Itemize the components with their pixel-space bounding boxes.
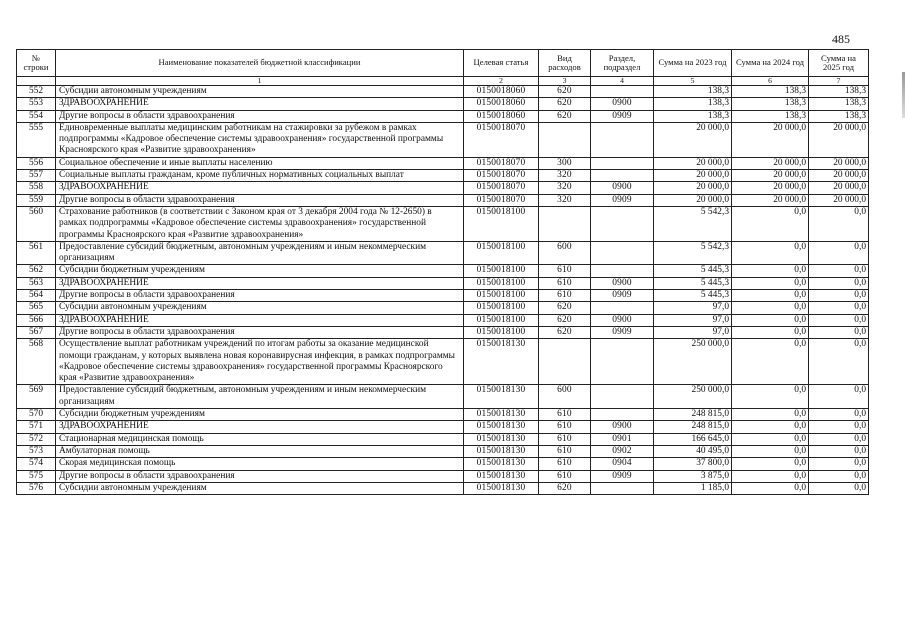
expense-kind-cell: 620: [539, 482, 591, 494]
name-cell: ЗДРАВООХРАНЕНИЕ: [56, 421, 464, 433]
table-row: [17, 458, 869, 470]
sum-2023-cell: 250 000,0: [654, 339, 732, 385]
expense-kind-cell: 320: [539, 194, 591, 206]
name-cell: Субсидии автономным учреждениям: [56, 86, 464, 98]
row-number-cell: 572: [17, 433, 56, 445]
target-cell: 0150018130: [464, 409, 539, 421]
row-number-cell: 563: [17, 277, 56, 289]
row-number-cell: 558: [17, 182, 56, 194]
section-cell: 0909: [591, 290, 654, 302]
sum-2024-cell: 138,3: [732, 86, 809, 98]
sum-2025-cell: 20 000,0: [809, 182, 869, 194]
sum-2025-cell: 20 000,0: [809, 122, 869, 157]
target-cell: 0150018070: [464, 194, 539, 206]
sum-2024-cell: 0,0: [732, 458, 809, 470]
table-row: [17, 265, 869, 277]
section-cell: 0909: [591, 326, 654, 338]
sum-2024-cell: 0,0: [732, 290, 809, 302]
table-row: [17, 290, 869, 302]
row-number-cell: 573: [17, 445, 56, 457]
expense-kind-cell: 610: [539, 277, 591, 289]
sum-2024-cell: 20 000,0: [732, 194, 809, 206]
name-cell: ЗДРАВООХРАНЕНИЕ: [56, 314, 464, 326]
table-body: [17, 86, 869, 495]
target-cell: 0150018130: [464, 445, 539, 457]
target-cell: 0150018060: [464, 86, 539, 98]
sum-2024-cell: 138,3: [732, 110, 809, 122]
sum-2023-cell: 5 445,3: [654, 277, 732, 289]
section-cell: [591, 157, 654, 169]
sum-2024-cell: 0,0: [732, 409, 809, 421]
name-cell: Другие вопросы в области здравоохранения: [56, 110, 464, 122]
row-number-cell: 565: [17, 302, 56, 314]
expense-kind-cell: 620: [539, 110, 591, 122]
sum-2024-cell: 0,0: [732, 277, 809, 289]
sum-2024-cell: 20 000,0: [732, 122, 809, 157]
sum-2023-cell: 138,3: [654, 110, 732, 122]
sum-2023-cell: 20 000,0: [654, 170, 732, 182]
target-cell: 0150018100: [464, 241, 539, 265]
sum-2024-cell: 0,0: [732, 470, 809, 482]
budget-table: [16, 49, 869, 495]
target-cell: 0150018130: [464, 470, 539, 482]
expense-kind-cell: 600: [539, 385, 591, 409]
sum-2025-cell: 0,0: [809, 409, 869, 421]
name-cell: Субсидии автономным учреждениям: [56, 302, 464, 314]
sum-2024-cell: 0,0: [732, 314, 809, 326]
table-row: [17, 421, 869, 433]
name-cell: ЗДРАВООХРАНЕНИЕ: [56, 277, 464, 289]
expense-kind-cell: 620: [539, 302, 591, 314]
section-cell: [591, 86, 654, 98]
table-row: [17, 482, 869, 494]
table-row: [17, 470, 869, 482]
table-row: [17, 385, 869, 409]
section-cell: 0909: [591, 194, 654, 206]
section-cell: [591, 385, 654, 409]
table-row: [17, 339, 869, 385]
name-cell: Субсидии бюджетным учреждениям: [56, 409, 464, 421]
table-row: [17, 157, 869, 169]
target-cell: 0150018070: [464, 182, 539, 194]
target-cell: 0150018130: [464, 433, 539, 445]
table-row: [17, 409, 869, 421]
target-cell: 0150018070: [464, 170, 539, 182]
sum-2024-cell: 0,0: [732, 339, 809, 385]
sum-2025-cell: 0,0: [809, 421, 869, 433]
section-cell: 0900: [591, 277, 654, 289]
row-number-cell: 552: [17, 86, 56, 98]
row-number-cell: 564: [17, 290, 56, 302]
section-cell: 0909: [591, 110, 654, 122]
sum-2023-cell: 5 445,3: [654, 290, 732, 302]
table-row: [17, 277, 869, 289]
sum-2025-cell: 138,3: [809, 110, 869, 122]
table-row: [17, 433, 869, 445]
sum-2025-cell: 0,0: [809, 277, 869, 289]
sum-2025-cell: 0,0: [809, 385, 869, 409]
row-number-cell: 575: [17, 470, 56, 482]
sum-2023-cell: 20 000,0: [654, 194, 732, 206]
section-cell: 0902: [591, 445, 654, 457]
header-name: Наименование показателей бюджетной классификации: [56, 50, 464, 77]
sum-2025-cell: 0,0: [809, 458, 869, 470]
sum-2023-cell: 37 800,0: [654, 458, 732, 470]
sum-2025-cell: 0,0: [809, 433, 869, 445]
sum-2024-cell: 0,0: [732, 302, 809, 314]
sum-2023-cell: 20 000,0: [654, 122, 732, 157]
expense-kind-cell: 610: [539, 433, 591, 445]
name-cell: ЗДРАВООХРАНЕНИЕ: [56, 182, 464, 194]
target-cell: 0150018070: [464, 122, 539, 157]
sum-2024-cell: 0,0: [732, 482, 809, 494]
header-sum-2023: Сумма на 2023 год: [654, 50, 732, 77]
sum-2023-cell: 248 815,0: [654, 421, 732, 433]
section-cell: 0900: [591, 314, 654, 326]
sum-2025-cell: 0,0: [809, 290, 869, 302]
expense-kind-cell: 610: [539, 445, 591, 457]
row-number-cell: 554: [17, 110, 56, 122]
expense-kind-cell: 610: [539, 265, 591, 277]
sum-2025-cell: 0,0: [809, 314, 869, 326]
sum-2025-cell: 0,0: [809, 470, 869, 482]
column-number: 3: [539, 77, 591, 86]
sum-2024-cell: 0,0: [732, 206, 809, 241]
sum-2023-cell: 138,3: [654, 98, 732, 110]
row-number-cell: 576: [17, 482, 56, 494]
sum-2023-cell: 3 875,0: [654, 470, 732, 482]
target-cell: 0150018100: [464, 206, 539, 241]
target-cell: 0150018100: [464, 290, 539, 302]
column-number: 5: [654, 77, 732, 86]
sum-2025-cell: 0,0: [809, 482, 869, 494]
row-number-cell: 567: [17, 326, 56, 338]
sum-2024-cell: 0,0: [732, 421, 809, 433]
sum-2023-cell: 250 000,0: [654, 385, 732, 409]
sum-2025-cell: 0,0: [809, 445, 869, 457]
table-row: [17, 241, 869, 265]
target-cell: 0150018060: [464, 98, 539, 110]
expense-kind-cell: [539, 339, 591, 385]
expense-kind-cell: 610: [539, 409, 591, 421]
name-cell: Стационарная медицинская помощь: [56, 433, 464, 445]
name-cell: Социальное обеспечение и иные выплаты населению: [56, 157, 464, 169]
name-cell: Единовременные выплаты медицинским работникам на стажировки за рубежом в рамках подпрограммы «Кадровое обеспечение системы здравоохранения» государственной программы Красноярского края «Развитие здравоохранения»: [56, 122, 464, 157]
column-number: [17, 77, 56, 86]
sum-2024-cell: 0,0: [732, 241, 809, 265]
sum-2025-cell: 0,0: [809, 326, 869, 338]
section-cell: 0904: [591, 458, 654, 470]
header-target: Целевая статья: [464, 50, 539, 77]
expense-kind-cell: 620: [539, 314, 591, 326]
target-cell: 0150018100: [464, 265, 539, 277]
sum-2025-cell: 20 000,0: [809, 157, 869, 169]
sum-2024-cell: 20 000,0: [732, 157, 809, 169]
sum-2024-cell: 0,0: [732, 433, 809, 445]
table-row: [17, 194, 869, 206]
target-cell: 0150018130: [464, 385, 539, 409]
target-cell: 0150018060: [464, 110, 539, 122]
target-cell: 0150018130: [464, 339, 539, 385]
section-cell: [591, 170, 654, 182]
sum-2023-cell: 5 445,3: [654, 265, 732, 277]
sum-2023-cell: 97,0: [654, 326, 732, 338]
name-cell: Другие вопросы в области здравоохранения: [56, 194, 464, 206]
target-cell: 0150018130: [464, 458, 539, 470]
expense-kind-cell: 620: [539, 326, 591, 338]
table-row: [17, 302, 869, 314]
sum-2025-cell: 0,0: [809, 265, 869, 277]
table-row: [17, 326, 869, 338]
row-number-cell: 556: [17, 157, 56, 169]
column-number: 2: [464, 77, 539, 86]
sum-2025-cell: 0,0: [809, 339, 869, 385]
table-row: [17, 314, 869, 326]
sum-2023-cell: 138,3: [654, 86, 732, 98]
name-cell: Амбулаторная помощь: [56, 445, 464, 457]
sum-2023-cell: 248 815,0: [654, 409, 732, 421]
target-cell: 0150018130: [464, 482, 539, 494]
sum-2024-cell: 138,3: [732, 98, 809, 110]
name-cell: Страхование работников (в соответствии с Законом края от 3 декабря 2004 года № 12-2650) в рамках подпрограммы «Кадровое обеспечение системы здравоохранения» государственной программы Красноярского края «Развитие здравоохранения»: [56, 206, 464, 241]
name-cell: Другие вопросы в области здравоохранения: [56, 290, 464, 302]
section-cell: 0900: [591, 421, 654, 433]
sum-2025-cell: 138,3: [809, 98, 869, 110]
sum-2024-cell: 20 000,0: [732, 170, 809, 182]
sum-2025-cell: 0,0: [809, 241, 869, 265]
table-row: [17, 445, 869, 457]
expense-kind-cell: 620: [539, 86, 591, 98]
sum-2023-cell: 166 645,0: [654, 433, 732, 445]
sum-2023-cell: 40 495,0: [654, 445, 732, 457]
target-cell: 0150018100: [464, 326, 539, 338]
header-row-number: № строки: [17, 50, 56, 77]
column-number: 1: [56, 77, 464, 86]
section-cell: [591, 241, 654, 265]
section-cell: [591, 339, 654, 385]
row-number-cell: 555: [17, 122, 56, 157]
name-cell: Осуществление выплат работникам учреждений по итогам работы за оказание медицинской помощи гражданам, у которых выявлена новая коронавирусная инфекция, в рамках подпрограммы «Кадровое обеспечение системы здравоохранения» государственной программы Красноярского края «Развитие здравоохранения»: [56, 339, 464, 385]
table-row: [17, 122, 869, 157]
sum-2023-cell: 5 542,3: [654, 206, 732, 241]
target-cell: 0150018100: [464, 277, 539, 289]
target-cell: 0150018130: [464, 421, 539, 433]
sum-2024-cell: 0,0: [732, 445, 809, 457]
sum-2023-cell: 20 000,0: [654, 157, 732, 169]
page-number: 485: [832, 32, 850, 46]
sum-2025-cell: 0,0: [809, 302, 869, 314]
expense-kind-cell: 610: [539, 458, 591, 470]
row-number-cell: 553: [17, 98, 56, 110]
section-cell: [591, 265, 654, 277]
sum-2024-cell: 20 000,0: [732, 182, 809, 194]
row-number-cell: 559: [17, 194, 56, 206]
name-cell: Другие вопросы в области здравоохранения: [56, 326, 464, 338]
sum-2023-cell: 97,0: [654, 314, 732, 326]
header-section: Раздел, подраздел: [591, 50, 654, 77]
sum-2023-cell: 97,0: [654, 302, 732, 314]
table-row: [17, 86, 869, 98]
name-cell: Предоставление субсидий бюджетным, автономным учреждениям и иным некоммерческим организациям: [56, 385, 464, 409]
table-row: [17, 98, 869, 110]
section-cell: [591, 122, 654, 157]
budget-table-container: [16, 49, 868, 495]
row-number-cell: 574: [17, 458, 56, 470]
row-number-cell: 569: [17, 385, 56, 409]
header-sum-2024: Сумма на 2024 год: [732, 50, 809, 77]
expense-kind-cell: [539, 122, 591, 157]
table-row: [17, 170, 869, 182]
expense-kind-cell: 610: [539, 470, 591, 482]
expense-kind-cell: 320: [539, 170, 591, 182]
header-expense-kind: Вид расходов: [539, 50, 591, 77]
column-number: 7: [809, 77, 869, 86]
table-header-row: [17, 50, 869, 77]
name-cell: Предоставление субсидий бюджетным, автономным учреждениям и иным некоммерческим организациям: [56, 241, 464, 265]
row-number-cell: 566: [17, 314, 56, 326]
expense-kind-cell: 620: [539, 98, 591, 110]
column-number-row: [17, 77, 869, 86]
row-number-cell: 560: [17, 206, 56, 241]
sum-2024-cell: 0,0: [732, 265, 809, 277]
table-row: [17, 206, 869, 241]
row-number-cell: 568: [17, 339, 56, 385]
sum-2025-cell: 20 000,0: [809, 194, 869, 206]
sum-2025-cell: 20 000,0: [809, 170, 869, 182]
header-sum-2025: Сумма на 2025 год: [809, 50, 869, 77]
expense-kind-cell: 610: [539, 421, 591, 433]
section-cell: 0900: [591, 98, 654, 110]
section-cell: [591, 206, 654, 241]
sum-2023-cell: 5 542,3: [654, 241, 732, 265]
section-cell: [591, 409, 654, 421]
name-cell: ЗДРАВООХРАНЕНИЕ: [56, 98, 464, 110]
sum-2024-cell: 0,0: [732, 326, 809, 338]
section-cell: [591, 482, 654, 494]
section-cell: 0900: [591, 182, 654, 194]
sum-2025-cell: 0,0: [809, 206, 869, 241]
row-number-cell: 570: [17, 409, 56, 421]
section-cell: 0901: [591, 433, 654, 445]
column-number: 6: [732, 77, 809, 86]
section-cell: [591, 302, 654, 314]
sum-2024-cell: 0,0: [732, 385, 809, 409]
table-row: [17, 110, 869, 122]
expense-kind-cell: 600: [539, 241, 591, 265]
expense-kind-cell: 610: [539, 290, 591, 302]
section-cell: 0909: [591, 470, 654, 482]
sum-2025-cell: 138,3: [809, 86, 869, 98]
row-number-cell: 571: [17, 421, 56, 433]
expense-kind-cell: [539, 206, 591, 241]
name-cell: Субсидии автономным учреждениям: [56, 482, 464, 494]
target-cell: 0150018100: [464, 302, 539, 314]
name-cell: Скорая медицинская помощь: [56, 458, 464, 470]
expense-kind-cell: 320: [539, 182, 591, 194]
sum-2023-cell: 1 185,0: [654, 482, 732, 494]
row-number-cell: 561: [17, 241, 56, 265]
name-cell: Субсидии бюджетным учреждениям: [56, 265, 464, 277]
target-cell: 0150018070: [464, 157, 539, 169]
table-row: [17, 182, 869, 194]
column-number: 4: [591, 77, 654, 86]
name-cell: Другие вопросы в области здравоохранения: [56, 470, 464, 482]
row-number-cell: 562: [17, 265, 56, 277]
row-number-cell: 557: [17, 170, 56, 182]
expense-kind-cell: 300: [539, 157, 591, 169]
sum-2023-cell: 20 000,0: [654, 182, 732, 194]
target-cell: 0150018100: [464, 314, 539, 326]
name-cell: Социальные выплаты гражданам, кроме публичных нормативных социальных выплат: [56, 170, 464, 182]
